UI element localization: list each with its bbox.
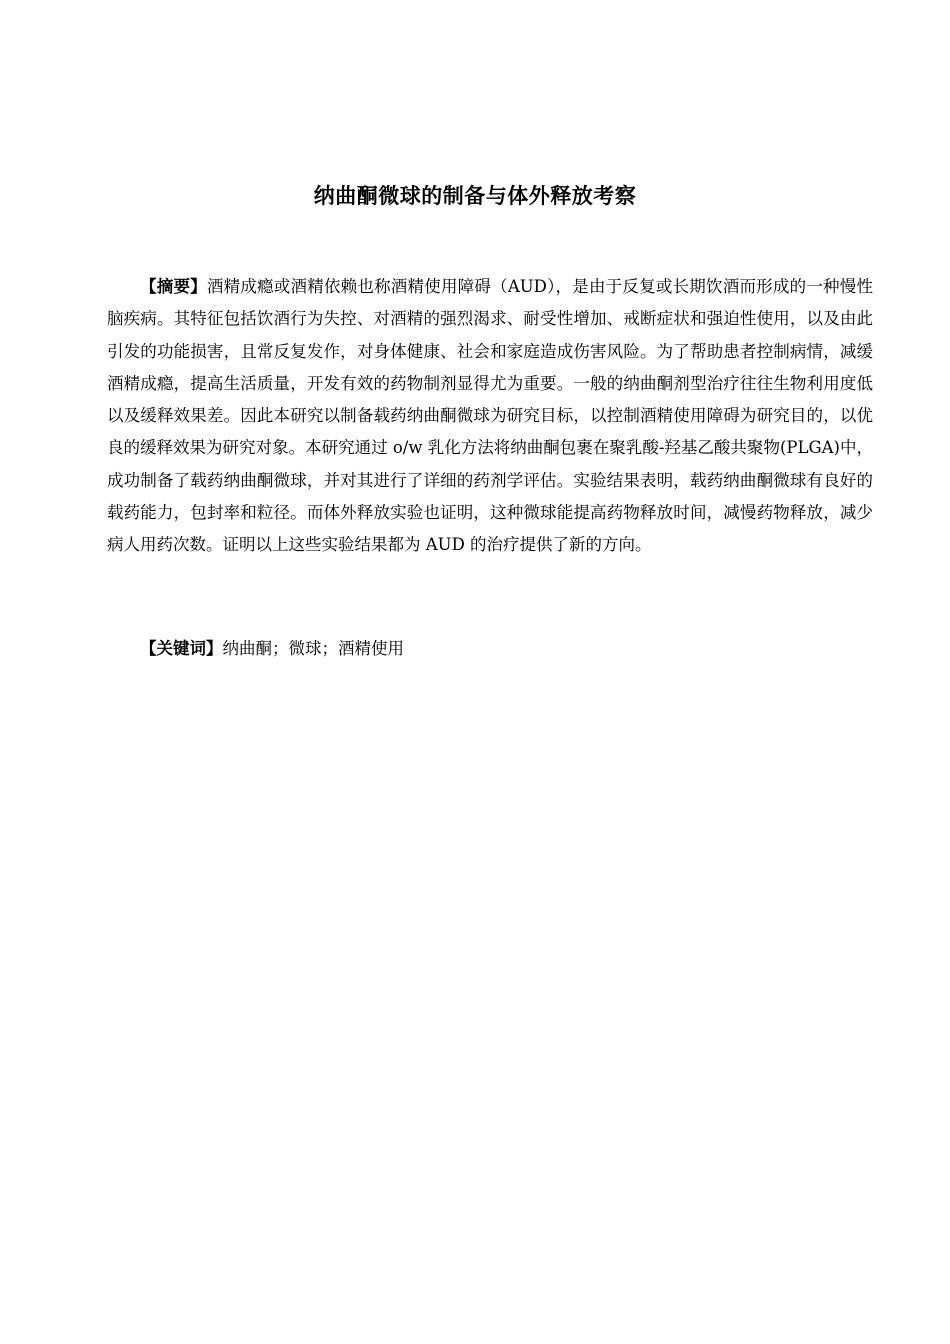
keywords-text: 纳曲酮；微球；酒精使用 [222, 639, 404, 658]
keywords-paragraph [107, 633, 873, 665]
abstract-text: 酒精成瘾或酒精依赖也称酒精使用障碍（AUD），是由于反复或长期饮酒而形成的一种慢性脑疾病。其特征包括饮酒行为失控、对酒精的强烈渴求、耐受性增加、戒断症状和强迫性使用，以及由此引发的功能损害，且常反复发作，对身体健康、社会和家庭造成伤害风险。为了帮助患者控制病情，减缓酒精成瘾，提高生活质量，开发有效的药物制剂显得尤为重要。一般的纳曲酮剂型治疗往往生物利用度低以及缓释效果差。因此本研究以制备载药纳曲酮微球为研究目标，以控制酒精使用障碍为研究目的，以优良的缓释效果为研究对象。本研究通过 o/w 乳化方法将纳曲酮包裹在聚乳酸-羟基乙酸共聚物(PLGA)中，成功制备了载药纳曲酮微球，并对其进行了详细的药剂学评估。实验结果表明，载药纳曲酮微球有良好的载药能力，包封率和粒径。而体外释放实验也证明，这种微球能提高药物释放时间，减慢药物释放，减少病人用药次数。证明以上这些实验结果都为 AUD 的治疗提供了新的方向。 [107, 277, 873, 555]
keywords-label: 【关键词】 [140, 639, 223, 658]
abstract-paragraph [107, 271, 873, 562]
paper-title: 纳曲酮微球的制备与体外释放考察 [313, 184, 637, 208]
abstract-label: 【摘要】 [140, 277, 207, 296]
